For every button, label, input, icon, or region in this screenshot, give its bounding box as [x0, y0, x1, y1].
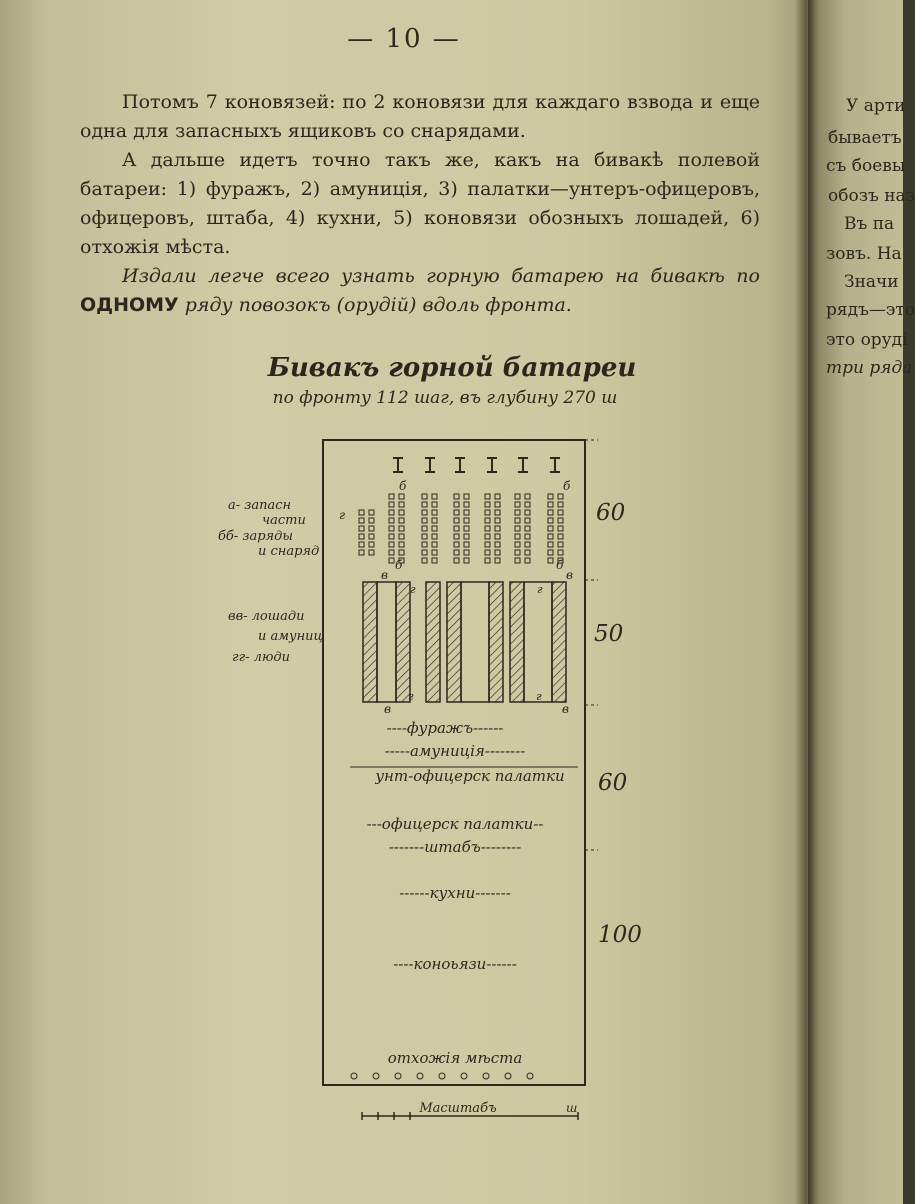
- legend-vv: и амуниц: [258, 629, 323, 644]
- italic-text: ряду повозокъ (орудій) вдоль фронта.: [184, 294, 572, 316]
- ammo-box: [495, 550, 500, 555]
- ammo-box: [454, 542, 459, 547]
- spare-parts-box: [369, 526, 374, 531]
- ammo-box: [515, 510, 520, 515]
- right-fragment: Значи: [844, 272, 899, 292]
- dimension-label: 50: [594, 621, 624, 647]
- ammo-box: [454, 550, 459, 555]
- ammo-box: [525, 502, 530, 507]
- ammo-box: [525, 518, 530, 523]
- ammo-box: [464, 542, 469, 547]
- ammo-box: [432, 494, 437, 499]
- ammo-box: [454, 494, 459, 499]
- ammo-box: [515, 518, 520, 523]
- mark-v: в: [566, 568, 573, 582]
- right-fragment: это орудi: [826, 330, 908, 350]
- mark-b: б: [399, 479, 407, 493]
- dimension-label: 60: [596, 500, 626, 526]
- ammo-box: [558, 502, 563, 507]
- horse-lines: [363, 582, 566, 702]
- ammo-box: [495, 542, 500, 547]
- diagram-title: Бивакъ горной батареи: [267, 353, 637, 383]
- scale-label: Масштабъ: [419, 1101, 497, 1116]
- ammo-box: [525, 558, 530, 563]
- ammo-box: [432, 518, 437, 523]
- ammo-box: [525, 494, 530, 499]
- ammo-box: [548, 510, 553, 515]
- ammo-box: [464, 518, 469, 523]
- ammo-box: [422, 542, 427, 547]
- ammo-box: [525, 526, 530, 531]
- ammo-box: [548, 502, 553, 507]
- latrine-circle: [351, 1073, 357, 1079]
- ammo-box: [464, 550, 469, 555]
- ammo-box: [485, 510, 490, 515]
- ammo-box: [432, 502, 437, 507]
- right-fragment: зовъ. На: [826, 244, 902, 264]
- ammo-box: [432, 510, 437, 515]
- ammo-box: [515, 502, 520, 507]
- row-kitchens: ------кухни-------: [399, 884, 511, 902]
- latrine-circle: [483, 1073, 489, 1079]
- ammo-box: [485, 550, 490, 555]
- ammo-box: [399, 510, 404, 515]
- ammo-box: [485, 518, 490, 523]
- ammo-box: [558, 550, 563, 555]
- ammo-box: [548, 534, 553, 539]
- mark-g: г: [536, 690, 542, 703]
- ammo-box: [389, 550, 394, 555]
- ammo-box: [389, 526, 394, 531]
- ammo-box: [464, 510, 469, 515]
- legend-gg: гг- люди: [232, 650, 290, 665]
- scale-end: ш: [566, 1101, 578, 1115]
- row-nco-tents: унт-офицерск палатки: [375, 767, 565, 785]
- ammo-box: [558, 526, 563, 531]
- row-horse-lines: ----коноьязи------: [393, 955, 517, 973]
- latrine-circle: [439, 1073, 445, 1079]
- ammo-box: [399, 502, 404, 507]
- ammo-box: [422, 494, 427, 499]
- ammo-box: [548, 526, 553, 531]
- ammo-box: [515, 558, 520, 563]
- spare-parts-box: [369, 534, 374, 539]
- ammo-box: [399, 526, 404, 531]
- ammo-box: [515, 494, 520, 499]
- ammo-box: [515, 542, 520, 547]
- ammo-box: [422, 502, 427, 507]
- ammo-box: [558, 542, 563, 547]
- ammo-box: [399, 534, 404, 539]
- italic-text: Издали легче всего узнать горную батарею на бивакѣ по: [122, 265, 760, 287]
- ammo-box: [495, 558, 500, 563]
- ammo-box: [485, 558, 490, 563]
- ammo-box: [525, 534, 530, 539]
- dimension-label: 60: [598, 770, 628, 796]
- legend-bb: бб- заряды: [218, 529, 293, 544]
- ammo-box: [485, 542, 490, 547]
- ammo-box: [495, 518, 500, 523]
- ammo-box: [464, 558, 469, 563]
- mark-b: б: [556, 558, 564, 572]
- spare-parts-box: [369, 518, 374, 523]
- diagram-subtitle: по фронту 112 шаг, въ глубину 270 ш: [272, 388, 618, 408]
- ammo-box: [464, 534, 469, 539]
- ammo-box: [399, 542, 404, 547]
- ammo-box: [454, 510, 459, 515]
- row-furazh: ----фуражъ------: [386, 719, 504, 737]
- row-officer-tents: ---офицерск палатки--: [366, 815, 544, 833]
- spare-parts-box: [369, 510, 374, 515]
- spare-parts-box: [359, 518, 364, 523]
- ammo-box: [422, 510, 427, 515]
- spare-parts-box: [369, 542, 374, 547]
- ammo-box: [399, 550, 404, 555]
- ammo-box: [485, 534, 490, 539]
- mark-b: б: [395, 558, 403, 572]
- ammo-box: [548, 518, 553, 523]
- ammo-box: [495, 534, 500, 539]
- ammo-box: [558, 494, 563, 499]
- ammo-box: [558, 518, 563, 523]
- mark-g: г: [410, 583, 416, 596]
- latrine-circle: [461, 1073, 467, 1079]
- gun-row: [393, 458, 560, 472]
- ammo-box: [422, 518, 427, 523]
- ammo-box: [389, 502, 394, 507]
- legend-a: а- запасн: [228, 498, 292, 513]
- ammo-box: [558, 534, 563, 539]
- legend-bb: и снаряд: [258, 544, 320, 559]
- latrine-circle: [395, 1073, 401, 1079]
- paragraph: А дальше идетъ точно такъ же, какъ на бивакѣ полевой батареи: 1) фуражъ, 2) амуниція, 3) палатки—унтеръ-офицеровъ, офицеровъ, штаба, 4) кухни, 5) коновязи обозныхъ лошадей, 6) отхожія мѣста.: [80, 149, 760, 258]
- ammo-box: [389, 542, 394, 547]
- ammo-box: [495, 510, 500, 515]
- ammo-box: [389, 534, 394, 539]
- paragraph: Потомъ 7 коновязей: по 2 коновязи для каждаго взвода и еще одна для запасныхъ ящиковъ со снарядами.: [80, 91, 760, 142]
- ammo-box: [422, 534, 427, 539]
- ammo-box: [389, 510, 394, 515]
- ammo-box: [454, 518, 459, 523]
- spare-parts-box: [359, 534, 364, 539]
- right-fragment: бываетъ: [828, 128, 902, 148]
- ammo-box: [558, 510, 563, 515]
- ammo-box: [432, 558, 437, 563]
- ammo-box: [432, 534, 437, 539]
- right-fragment: Въ па: [844, 214, 895, 234]
- ammo-box: [495, 502, 500, 507]
- mark-g: г: [537, 583, 543, 596]
- latrine-circle: [417, 1073, 423, 1079]
- spare-parts-box: [359, 510, 364, 515]
- latrine-circle: [527, 1073, 533, 1079]
- ammo-box: [515, 526, 520, 531]
- ammo-box: [464, 526, 469, 531]
- ammo-box: [454, 502, 459, 507]
- mark-b: б: [563, 479, 571, 493]
- latrine-circle: [505, 1073, 511, 1079]
- ammo-box: [525, 550, 530, 555]
- ammo-box: [548, 550, 553, 555]
- ammo-box: [485, 526, 490, 531]
- ammo-box: [399, 494, 404, 499]
- ammo-box: [548, 494, 553, 499]
- ammo-box: [515, 534, 520, 539]
- right-fragment: рядъ—это: [826, 300, 915, 320]
- ammo-box: [454, 534, 459, 539]
- mark-g: г: [408, 690, 414, 703]
- spare-parts-box: [359, 526, 364, 531]
- ammo-box: [389, 518, 394, 523]
- ammo-box: [422, 526, 427, 531]
- ammo-box: [389, 494, 394, 499]
- mark-g: г: [339, 508, 346, 522]
- right-fragment: три ряда: [826, 358, 913, 378]
- legend-vv: вв- лошади: [228, 609, 305, 624]
- mark-v: в: [384, 702, 391, 716]
- page-number: — 10 —: [347, 24, 461, 54]
- ammo-box: [464, 502, 469, 507]
- right-fragment: У арти: [846, 96, 906, 116]
- ammo-box: [525, 542, 530, 547]
- ammo-box: [548, 542, 553, 547]
- ammo-box: [464, 494, 469, 499]
- mark-v: в: [381, 568, 388, 582]
- ammo-box: [454, 558, 459, 563]
- emphasis-word: ОДНОМУ: [80, 294, 179, 316]
- ammo-box-grid: [359, 494, 563, 563]
- spare-parts-box: [369, 550, 374, 555]
- ammo-box: [525, 510, 530, 515]
- mark-v: в: [562, 702, 569, 716]
- dimension-label: 100: [598, 922, 642, 948]
- ammo-box: [432, 526, 437, 531]
- ammo-box: [389, 558, 394, 563]
- ammo-box: [485, 502, 490, 507]
- ammo-box: [454, 526, 459, 531]
- latrine-row: [351, 1073, 533, 1079]
- ammo-box: [432, 542, 437, 547]
- ammo-box: [485, 494, 490, 499]
- right-fragment: обозъ наз: [828, 186, 915, 206]
- ammo-box: [548, 558, 553, 563]
- ammo-box: [422, 550, 427, 555]
- ammo-box: [515, 550, 520, 555]
- latrine-circle: [373, 1073, 379, 1079]
- legend-a: части: [262, 513, 306, 528]
- row-staff: -------штабъ--------: [388, 838, 522, 856]
- row-latrines: отхожія мѣста: [387, 1049, 523, 1067]
- spare-parts-box: [359, 542, 364, 547]
- ammo-box: [495, 494, 500, 499]
- spare-parts-box: [359, 550, 364, 555]
- ammo-box: [399, 518, 404, 523]
- ammo-box: [422, 558, 427, 563]
- ammo-box: [432, 550, 437, 555]
- ammo-box: [495, 526, 500, 531]
- row-amunitsia: -----амуниція--------: [384, 742, 526, 760]
- right-fragment: съ боевы: [826, 156, 906, 176]
